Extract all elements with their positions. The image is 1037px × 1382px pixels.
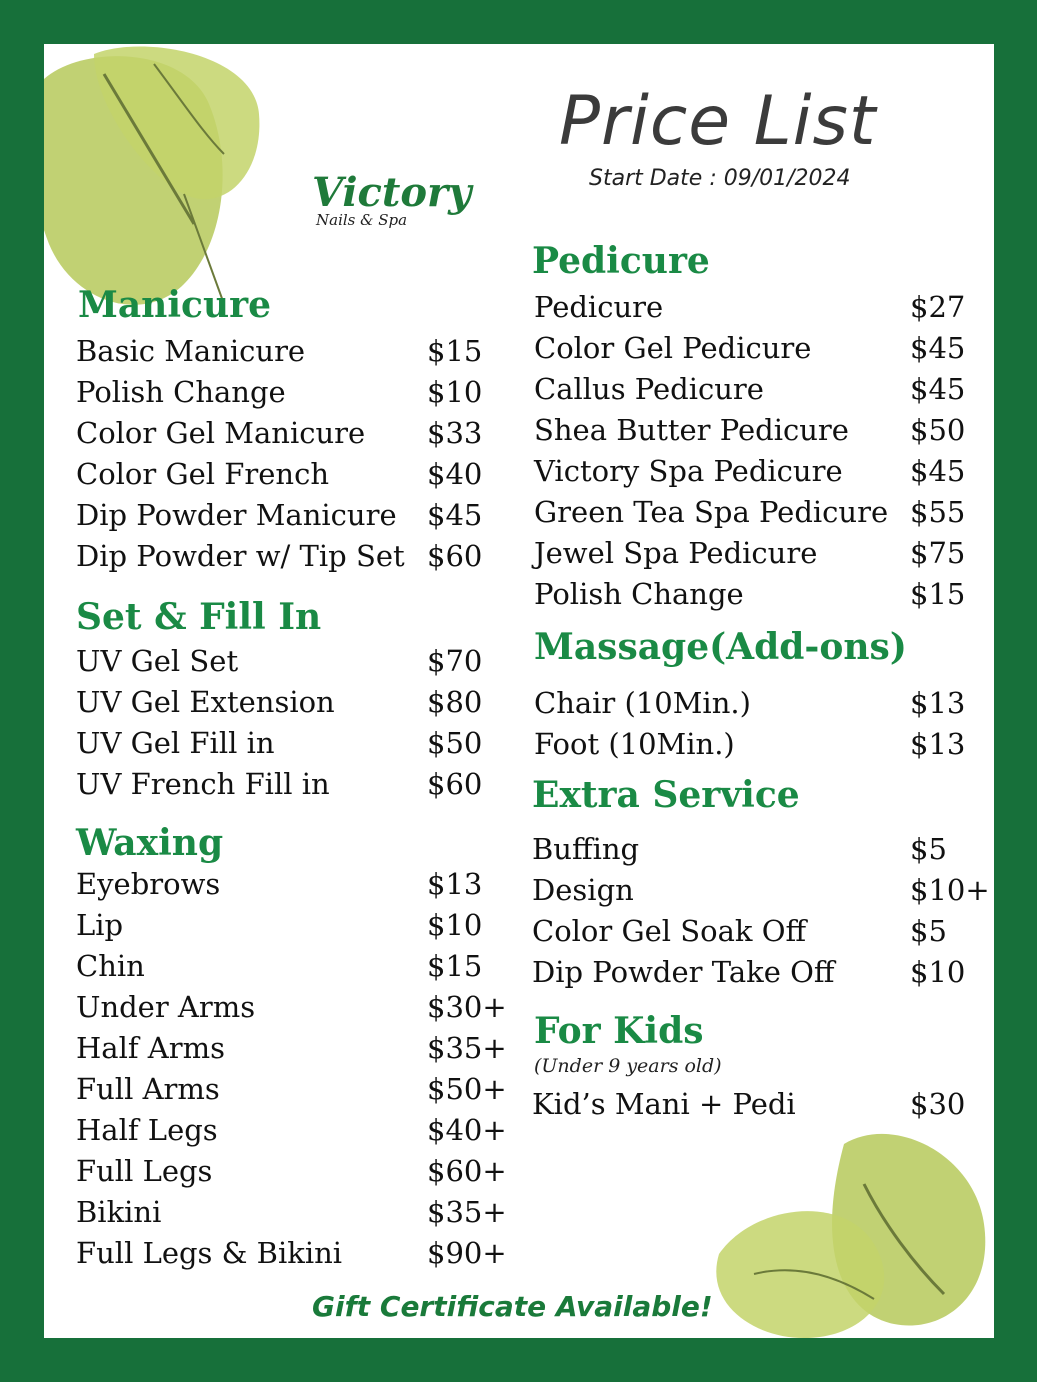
list-item-name: Dip Powder w/ Tip Set [76, 539, 405, 573]
logo [302, 169, 492, 239]
list-item-name: Bikini [76, 1195, 162, 1229]
list-item-price: $10 [427, 908, 483, 942]
leaf-decoration-bottom-right [714, 1124, 994, 1338]
list-item-name: Half Arms [76, 1031, 225, 1065]
list-item-price: $10 [910, 955, 966, 989]
list-item-price: $60 [427, 539, 483, 573]
list-item-name: Half Legs [76, 1113, 218, 1147]
section-title-set-fill-in: Set & Fill In [76, 596, 322, 638]
list-item-name: Full Legs & Bikini [76, 1236, 343, 1270]
list-item-name: Lip [76, 908, 124, 942]
list-item-price: $35+ [427, 1031, 507, 1065]
list-item-price: $15 [427, 334, 483, 368]
price-list-card [44, 44, 994, 1338]
list-item-price: $40+ [427, 1113, 507, 1147]
list-item-name: Kid’s Mani + Pedi [532, 1087, 796, 1121]
list-item-price: $40 [427, 457, 483, 491]
list-item-price: $30+ [427, 990, 507, 1024]
start-date: Start Date : 09/01/2024 [589, 166, 851, 191]
section-title-pedicure: Pedicure [532, 240, 710, 282]
list-item-name: Color Gel Soak Off [532, 914, 807, 948]
logo-subtitle: Nails & Spa [316, 211, 408, 229]
list-item-price: $15 [910, 577, 966, 611]
list-item-name: UV French Fill in [76, 767, 330, 801]
list-item-name: Polish Change [534, 577, 744, 611]
list-item-price: $50 [427, 726, 483, 760]
list-item-name: Dip Powder Manicure [76, 498, 397, 532]
list-item-price: $10 [427, 375, 483, 409]
section-title-massage: Massage(Add-ons) [534, 626, 907, 668]
list-item-price: $45 [910, 372, 966, 406]
section-title-waxing: Waxing [76, 822, 224, 864]
list-item-name: Polish Change [76, 375, 286, 409]
list-item-price: $50 [910, 413, 966, 447]
list-item-price: $13 [910, 686, 966, 720]
list-item-price: $45 [910, 454, 966, 488]
section-title-manicure: Manicure [78, 284, 271, 326]
list-item-name: Design [532, 873, 634, 907]
list-item-price: $60 [427, 767, 483, 801]
list-item-price: $5 [910, 832, 947, 866]
list-item-name: Callus Pedicure [534, 372, 764, 406]
list-item-price: $45 [910, 331, 966, 365]
list-item-name: Green Tea Spa Pedicure [534, 495, 889, 529]
list-item-name: Buffing [532, 832, 640, 866]
list-item-price: $33 [427, 416, 483, 450]
list-item-price: $13 [910, 727, 966, 761]
list-item-price: $13 [427, 867, 483, 901]
list-item-name: Full Arms [76, 1072, 220, 1106]
list-item-name: Foot (10Min.) [534, 727, 735, 761]
list-item-name: Basic Manicure [76, 334, 306, 368]
kids-age-note: (Under 9 years old) [534, 1055, 722, 1077]
list-item-price: $60+ [427, 1154, 507, 1188]
page-title: Price List [559, 82, 877, 161]
list-item-price: $75 [910, 536, 966, 570]
list-item-name: UV Gel Fill in [76, 726, 275, 760]
list-item-price: $27 [910, 290, 966, 324]
list-item-name: Pedicure [534, 290, 664, 324]
list-item-name: Jewel Spa Pedicure [534, 536, 818, 570]
list-item-price: $80 [427, 685, 483, 719]
list-item-price: $70 [427, 644, 483, 678]
list-item-price: $45 [427, 498, 483, 532]
list-item-name: Chin [76, 949, 145, 983]
list-item-name: Chair (10Min.) [534, 686, 751, 720]
list-item-name: Dip Powder Take Off [532, 955, 835, 989]
list-item-price: $90+ [427, 1236, 507, 1270]
list-item-name: UV Gel Extension [76, 685, 335, 719]
list-item-price: $30 [910, 1087, 966, 1121]
logo-name: Victory [312, 169, 472, 216]
list-item-price: $10+ [910, 873, 990, 907]
list-item-name: Color Gel French [76, 457, 330, 491]
list-item-name: UV Gel Set [76, 644, 239, 678]
list-item-price: $50+ [427, 1072, 507, 1106]
list-item-name: Eyebrows [76, 867, 221, 901]
list-item-name: Shea Butter Pedicure [534, 413, 849, 447]
list-item-price: $35+ [427, 1195, 507, 1229]
list-item-name: Color Gel Pedicure [534, 331, 812, 365]
section-title-for-kids: For Kids [534, 1010, 704, 1052]
list-item-price: $15 [427, 949, 483, 983]
gift-certificate-footer: Gift Certificate Available! [312, 1290, 713, 1323]
list-item-name: Full Legs [76, 1154, 213, 1188]
list-item-name: Under Arms [76, 990, 256, 1024]
list-item-price: $5 [910, 914, 947, 948]
list-item-price: $55 [910, 495, 966, 529]
section-title-extra-service: Extra Service [532, 774, 800, 816]
list-item-name: Victory Spa Pedicure [534, 454, 843, 488]
list-item-name: Color Gel Manicure [76, 416, 366, 450]
